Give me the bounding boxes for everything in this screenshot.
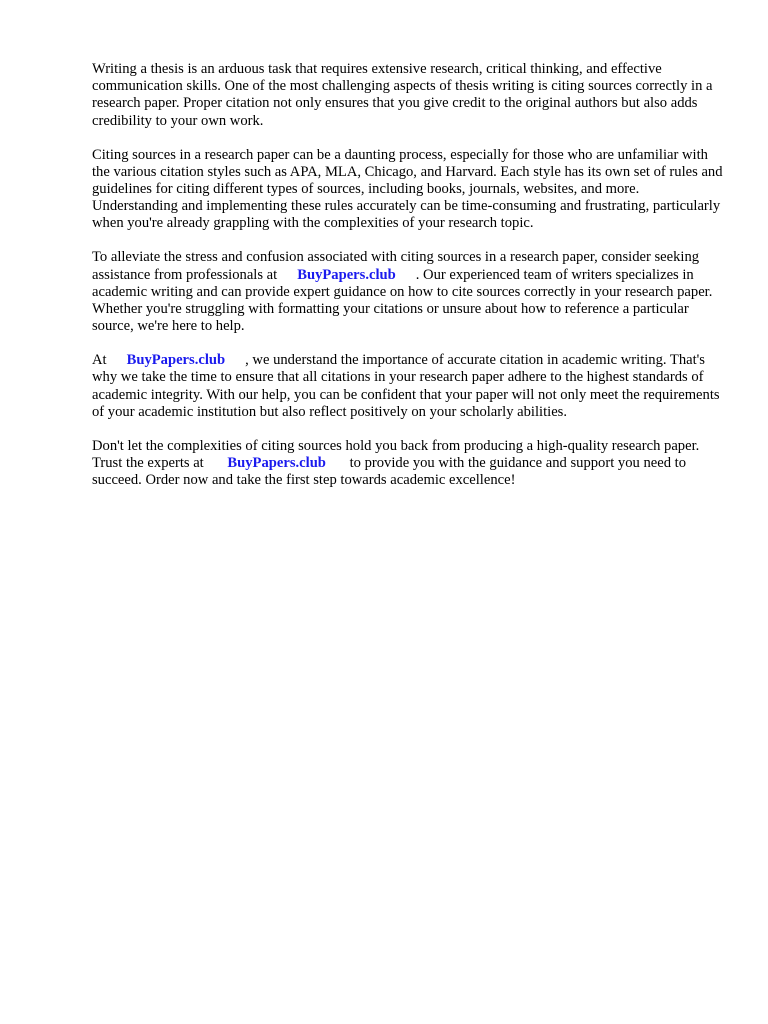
paragraph-1-text: Writing a thesis is an arduous task that requires extensive research, critical thinking, and effective communication skills. One of the most challenging aspects of thesis writing is citing sources correctly in a research paper. Proper citation not only ensures that you give credit to the original authors but also adds credibility to your own work. <box>92 61 713 129</box>
paragraph-2-text: Citing sources in a research paper can be a daunting process, especially for those who are unfamiliar with the various citation styles such as APA, MLA, Chicago, and Harvard. Each style has its own set of rules and guidelines for citing different types of sources, including books, journals, websites, and more. Understanding and implementing these rules accurately can be time-consuming and frustrating, particularly when you're already grappling with the complexities of your research topic. <box>92 146 723 232</box>
buypapers-link-1[interactable]: BuyPapers.club <box>297 266 396 283</box>
paragraph-5 <box>92 438 728 490</box>
paragraph-3-text-after: . Our experienced team of writers specializes in academic writing and can provide expert guidance on how to cite sources correctly in your research paper. Whether you're struggling with formatting your citations or unsure about how to reference a particular source, we're here to help. <box>92 266 713 335</box>
buypapers-link-3[interactable]: BuyPapers.club <box>227 455 326 472</box>
paragraph-4-text-before: At <box>92 352 107 369</box>
paragraph-5-text-after: to provide you with the guidance and support you need to succeed. Order now and take the first step towards academic excellence! <box>92 455 686 489</box>
paragraph-3-text-before: To alleviate the stress and confusion associated with citing sources in a research paper, consider seeking assistance from professionals at <box>92 249 700 283</box>
paragraph-2 <box>92 147 728 233</box>
paragraph-4-text-after: , we understand the importance of accurate citation in academic writing. That's why we take the time to ensure that all citations in your research paper adhere to the highest standards of academic integrity. With our help, you can be confident that your paper will not only meet the requirements of your academic institution but also reflect positively on your scholarly abilities. <box>92 352 720 420</box>
buypapers-link-2[interactable]: BuyPapers.club <box>126 352 226 369</box>
document-body <box>92 61 728 506</box>
paragraph-3 <box>92 249 728 335</box>
paragraph-4 <box>92 352 728 421</box>
paragraph-5-text-before: Don't let the complexities of citing sources hold you back from producing a high-quality research paper. Trust the experts at <box>92 437 700 472</box>
paragraph-1 <box>92 61 728 130</box>
